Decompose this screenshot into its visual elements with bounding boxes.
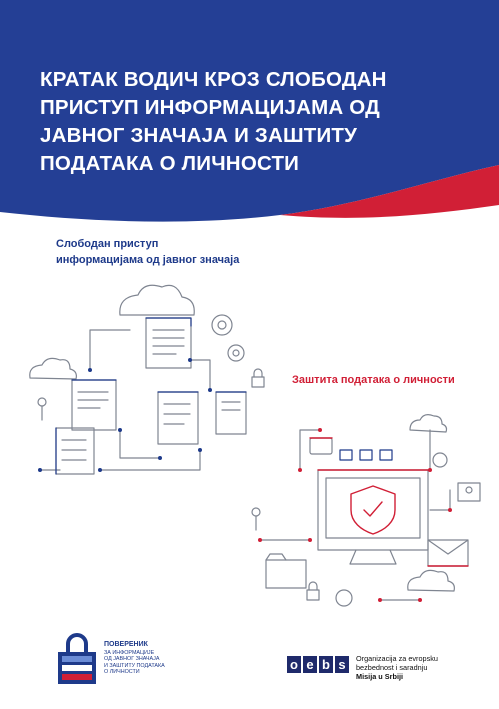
key-icon	[252, 508, 260, 516]
commissioner-line: И ЗАШТИТУ ПОДАТАКА	[104, 662, 165, 669]
osce-letter: b	[319, 656, 333, 673]
access-label-line: Слободан приступ	[56, 238, 159, 250]
osce-line: Organizacija za evropsku	[356, 654, 438, 663]
gear-icon	[228, 345, 244, 361]
document-icon	[158, 392, 198, 444]
osce-letter: e	[303, 656, 317, 673]
protection-section-label: Заштита података о личности	[292, 374, 455, 386]
osce-logo	[287, 656, 349, 673]
key-icon	[38, 398, 46, 406]
cloud-icon	[120, 285, 194, 315]
commissioner-logo-text	[104, 640, 194, 676]
gear-icon	[336, 590, 352, 606]
user-card-icon	[458, 483, 480, 501]
osce-letter: s	[335, 656, 349, 673]
speech-bubble-icon	[310, 438, 332, 454]
lock-icon	[307, 590, 319, 600]
cloud-icon	[30, 358, 77, 379]
commissioner-line: О ЛИЧНОСТИ	[104, 669, 140, 676]
page-title	[40, 66, 480, 178]
title-line: ПРИСТУП ИНФОРМАЦИЈАМА ОД	[40, 96, 380, 119]
commissioner-line: ОД ЈАВНОГ ЗНАЧАЈА	[104, 656, 160, 663]
title-line: ЈАВНОГ ЗНАЧАЈА И ЗАШТИТУ	[40, 124, 358, 147]
osce-letter: o	[287, 656, 301, 673]
document-icon	[146, 318, 191, 368]
illustration	[0, 270, 499, 610]
commissioner-name: ПОВЕРЕНИК	[104, 641, 148, 648]
book-icon	[216, 392, 246, 434]
access-section-label	[56, 236, 286, 268]
document-icon	[72, 380, 116, 430]
title-line: КРАТАК ВОДИЧ КРОЗ СЛОБОДАН	[40, 68, 387, 91]
gear-icon	[212, 315, 232, 335]
cloud-icon	[410, 415, 447, 432]
checklist-icon	[56, 428, 94, 474]
envelope-icon	[428, 540, 468, 566]
commissioner-line: ЗА ИНФОРМАЦИЈЕ	[104, 650, 155, 656]
title-line: ПОДАТАКА О ЛИЧНОСТИ	[40, 152, 300, 175]
access-label-line: информацијама од јавног значаја	[56, 254, 240, 266]
lock-icon	[252, 377, 264, 387]
osce-line: bezbednost i saradnju	[356, 663, 428, 672]
cloud-icon	[408, 570, 455, 591]
osce-mission: Misija u Srbiji	[356, 672, 404, 681]
folder-icon	[266, 560, 306, 588]
shield-icon	[351, 486, 395, 534]
gear-icon	[433, 453, 447, 467]
osce-logo-text	[356, 654, 486, 681]
commissioner-logo-icon	[54, 632, 100, 688]
